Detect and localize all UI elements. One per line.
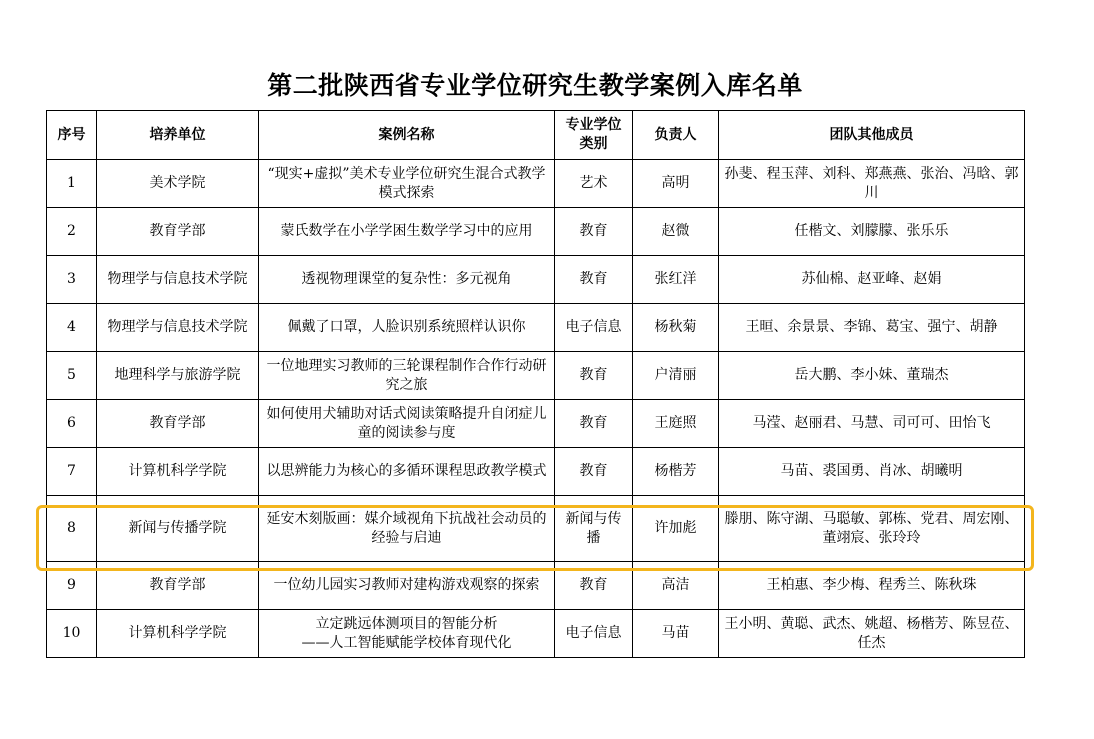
case-title-line1: 立定跳远体测项目的智能分析: [315, 615, 498, 632]
cell-unit: 计算机科学学院: [97, 448, 259, 496]
cell-members: 马滢、赵丽君、马慧、司可可、田怡飞: [719, 400, 1025, 448]
case-title-line2: ——人工智能赋能学校体育现代化: [301, 634, 512, 651]
cell-case: 蒙氏数学在小学学困生数学学习中的应用: [259, 208, 555, 256]
cell-no: 7: [47, 448, 97, 496]
cell-unit: 教育学部: [97, 208, 259, 256]
cell-members: 苏仙棉、赵亚峰、赵娟: [719, 256, 1025, 304]
cell-case: 延安木刻版画：媒介域视角下抗战社会动员的经验与启迪: [259, 496, 555, 562]
header-members: 团队其他成员: [719, 111, 1025, 160]
cell-members: 岳大鹏、李小妹、董瑞杰: [719, 352, 1025, 400]
cell-case: 佩戴了口罩，人脸识别系统照样认识你: [259, 304, 555, 352]
header-unit: 培养单位: [97, 111, 259, 160]
cell-lead: 高明: [633, 160, 719, 208]
cell-members: 王小明、黄聪、武杰、姚超、杨楷芳、陈昱莅、任杰: [719, 610, 1025, 658]
cell-unit: 计算机科学学院: [97, 610, 259, 658]
table-row: [47, 160, 1025, 208]
cell-no: 6: [47, 400, 97, 448]
cell-case: “现实+虚拟”美术专业学位研究生混合式教学模式探索: [259, 160, 555, 208]
table-row: [47, 610, 1025, 658]
cell-unit: 物理学与信息技术学院: [97, 304, 259, 352]
cell-no: 5: [47, 352, 97, 400]
table-row-highlighted: [47, 496, 1025, 562]
cell-lead: 王庭照: [633, 400, 719, 448]
table-row: [47, 256, 1025, 304]
cell-unit: 教育学部: [97, 400, 259, 448]
cell-case: 一位地理实习教师的三轮课程制作合作行动研究之旅: [259, 352, 555, 400]
cell-no: 4: [47, 304, 97, 352]
cell-case: 一位幼儿园实习教师对建构游戏观察的探索: [259, 562, 555, 610]
cell-case: 如何使用犬辅助对话式阅读策略提升自闭症儿童的阅读参与度: [259, 400, 555, 448]
cell-no: 1: [47, 160, 97, 208]
cell-category: 电子信息: [555, 610, 633, 658]
cell-category: 教育: [555, 352, 633, 400]
table-row: [47, 562, 1025, 610]
cell-lead: 高洁: [633, 562, 719, 610]
cell-category: 教育: [555, 448, 633, 496]
cell-no: 3: [47, 256, 97, 304]
cell-members: 马苗、裘国勇、肖冰、胡曦明: [719, 448, 1025, 496]
header-category: 专业学位类别: [555, 111, 633, 160]
page-title: 第二批陕西省专业学位研究生教学案例入库名单: [267, 71, 803, 100]
cell-unit: 教育学部: [97, 562, 259, 610]
cell-category: 教育: [555, 562, 633, 610]
cell-no: 10: [47, 610, 97, 658]
cell-category: 教育: [555, 400, 633, 448]
cell-category: 电子信息: [555, 304, 633, 352]
cell-unit: 地理科学与旅游学院: [97, 352, 259, 400]
cell-members: 滕朋、陈守湖、马聪敏、郭栋、党君、周宏刚、董翊宸、张玲玲: [719, 496, 1025, 562]
header-no: 序号: [47, 111, 97, 160]
cell-lead: 张红洋: [633, 256, 719, 304]
cell-lead: 赵微: [633, 208, 719, 256]
cell-category: 新闻与传播: [555, 496, 633, 562]
cell-unit: 新闻与传播学院: [97, 496, 259, 562]
table-row: [47, 352, 1025, 400]
cell-category: 艺术: [555, 160, 633, 208]
cell-members: 王晅、余景景、李锦、葛宝、强宁、胡静: [719, 304, 1025, 352]
cell-no: 8: [47, 496, 97, 562]
case-list-table: [46, 110, 1025, 658]
table-row: [47, 400, 1025, 448]
cell-unit: 美术学院: [97, 160, 259, 208]
cell-no: 9: [47, 562, 97, 610]
cell-category: 教育: [555, 208, 633, 256]
cell-category: 教育: [555, 256, 633, 304]
cell-case: 以思辨能力为核心的多循环课程思政教学模式: [259, 448, 555, 496]
table-header-row: [47, 111, 1025, 160]
cell-lead: 杨秋菊: [633, 304, 719, 352]
header-case: 案例名称: [259, 111, 555, 160]
cell-lead: 许加彪: [633, 496, 719, 562]
table-row: [47, 448, 1025, 496]
cell-unit: 物理学与信息技术学院: [97, 256, 259, 304]
cell-no: 2: [47, 208, 97, 256]
cell-members: 王柏惠、李少梅、程秀兰、陈秋珠: [719, 562, 1025, 610]
table-row: [47, 208, 1025, 256]
table-row: [47, 304, 1025, 352]
header-lead: 负责人: [633, 111, 719, 160]
cell-lead: 户清丽: [633, 352, 719, 400]
cell-lead: 马苗: [633, 610, 719, 658]
cell-case: [259, 610, 555, 658]
cell-members: 任楷文、刘朦朦、张乐乐: [719, 208, 1025, 256]
cell-case: 透视物理课堂的复杂性：多元视角: [259, 256, 555, 304]
cell-members: 孙斐、程玉萍、刘科、郑燕燕、张治、冯晗、郭川: [719, 160, 1025, 208]
cell-lead: 杨楷芳: [633, 448, 719, 496]
